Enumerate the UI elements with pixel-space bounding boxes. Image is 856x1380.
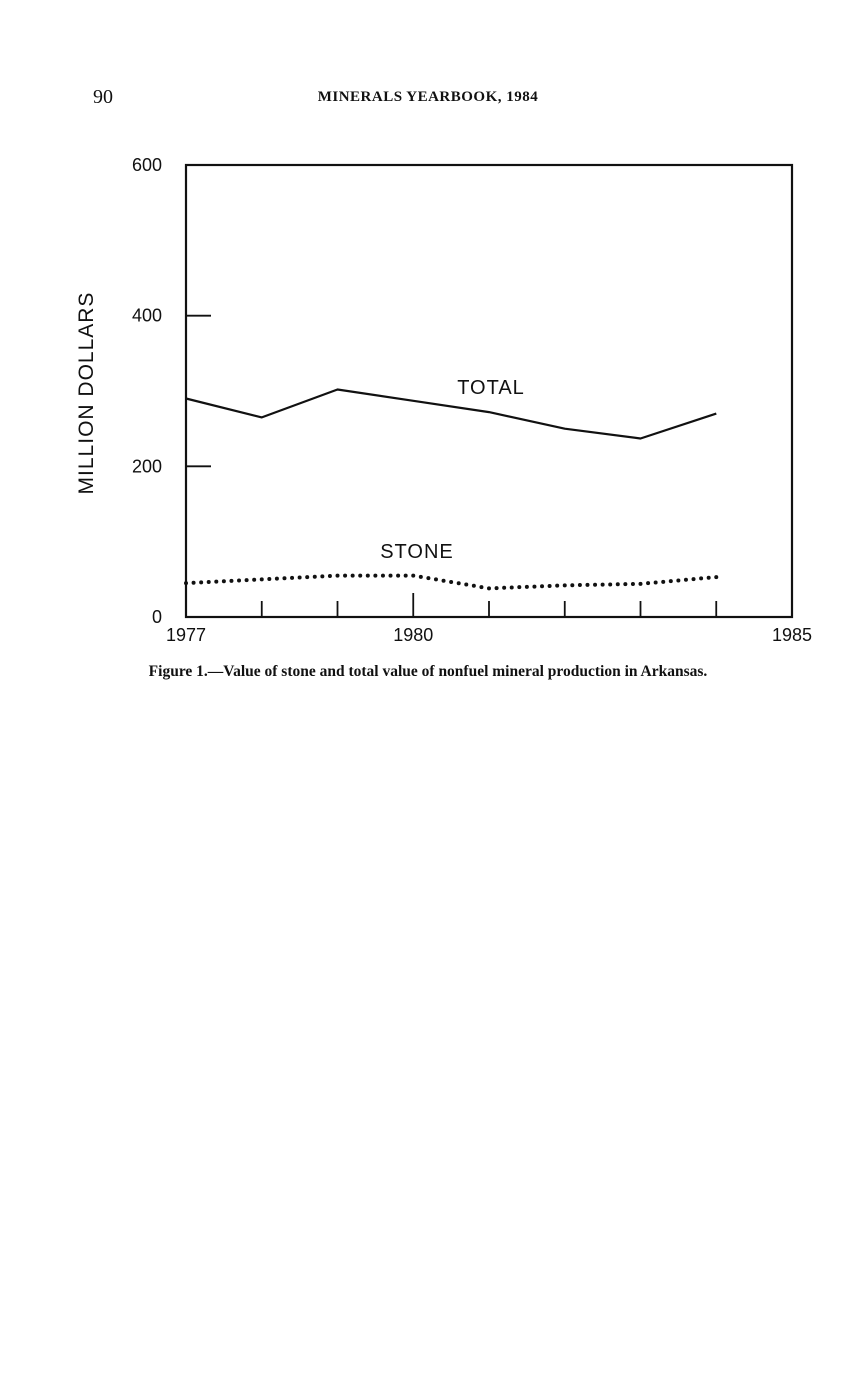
- stone-series-dot: [464, 583, 468, 587]
- stone-series-dot: [472, 584, 476, 588]
- running-head: MINERALS YEARBOOK, 1984: [317, 89, 539, 105]
- stone-series-dot: [229, 579, 233, 583]
- stone-series-dot: [676, 578, 680, 582]
- stone-series-dot: [351, 574, 355, 578]
- stone-series-dot: [214, 580, 218, 584]
- stone-series-dot: [654, 580, 658, 584]
- stone-series-dot: [532, 585, 536, 589]
- y-tick-label: 0: [151, 607, 162, 627]
- stone-series-dot: [623, 582, 627, 586]
- stone-series-dot: [434, 577, 438, 581]
- stone-series-dot: [669, 579, 673, 583]
- stone-series-dot: [222, 579, 226, 583]
- stone-series-dot: [373, 574, 377, 578]
- stone-series-dot: [252, 578, 256, 582]
- stone-series-dot: [404, 574, 408, 578]
- stone-series-dot: [260, 577, 264, 581]
- stone-series-dot: [517, 585, 521, 589]
- stone-series-dot: [305, 575, 309, 579]
- stone-series-dot: [245, 578, 249, 582]
- stone-series-dot: [616, 582, 620, 586]
- stone-series-dot: [192, 581, 196, 585]
- page-number: 90: [93, 86, 113, 108]
- stone-series-dot: [184, 581, 188, 585]
- stone-series-dot: [601, 583, 605, 587]
- stone-series-dot: [358, 574, 362, 578]
- x-tick-label: 1985: [771, 625, 813, 645]
- stone-series-dot: [714, 575, 718, 579]
- stone-series-dot: [381, 574, 385, 578]
- stone-series-dot: [290, 576, 294, 580]
- stone-series-dot: [298, 575, 302, 579]
- stone-series-dot: [555, 584, 559, 588]
- stone-series-dot: [479, 585, 483, 589]
- stone-series-dot: [411, 574, 415, 578]
- stone-series-dot: [540, 584, 544, 588]
- stone-series-dot: [328, 574, 332, 578]
- stone-series-dot: [661, 580, 665, 584]
- stone-series-dot: [457, 581, 461, 585]
- figure-caption: Figure 1.—Value of stone and total value of nonfuel mineral production in Arkansas.: [148, 663, 708, 680]
- stone-series-dot: [487, 586, 491, 590]
- stone-series-dot: [199, 580, 203, 584]
- stone-series-dot: [548, 584, 552, 588]
- y-tick-label: 200: [131, 456, 162, 477]
- x-tick-label: 1980: [393, 625, 434, 645]
- stone-series-dot: [495, 586, 499, 590]
- stone-series-dot: [313, 575, 317, 579]
- stone-series-label: STONE: [380, 541, 454, 563]
- stone-series-dot: [419, 575, 423, 579]
- stone-series-dot: [585, 583, 589, 587]
- stone-series-dot: [510, 585, 514, 589]
- stone-series-dot: [608, 582, 612, 586]
- stone-series-dot: [639, 582, 643, 586]
- stone-series-dot: [631, 582, 635, 586]
- total-series-label: TOTAL: [457, 377, 525, 399]
- stone-series-dot: [699, 576, 703, 580]
- stone-series-dot: [275, 577, 279, 581]
- chart: [0, 0, 856, 660]
- stone-series-dot: [578, 583, 582, 587]
- stone-series-dot: [707, 576, 711, 580]
- stone-series-dot: [282, 576, 286, 580]
- stone-series-dot: [336, 574, 340, 578]
- stone-series-dot: [563, 583, 567, 587]
- stone-series-dot: [396, 574, 400, 578]
- stone-series-dot: [207, 580, 211, 584]
- stone-series-dot: [502, 586, 506, 590]
- y-tick-label: 400: [131, 305, 162, 326]
- y-axis-label: MILLION DOLLARS: [75, 291, 98, 495]
- stone-series-dot: [570, 583, 574, 587]
- stone-series-dot: [442, 579, 446, 583]
- stone-series-dot: [343, 574, 347, 578]
- stone-series-dot: [646, 581, 650, 585]
- x-tick-label: 1977: [165, 625, 207, 645]
- stone-series-dot: [449, 580, 453, 584]
- stone-series-dot: [389, 574, 393, 578]
- stone-series-dot: [426, 576, 430, 580]
- stone-series-dot: [237, 578, 241, 582]
- total-series-line: [186, 390, 716, 439]
- stone-series-dot: [267, 577, 271, 581]
- stone-series-dot: [684, 578, 688, 582]
- stone-series-dot: [320, 574, 324, 578]
- stone-series-dot: [692, 577, 696, 581]
- stone-series-dot: [593, 583, 597, 587]
- y-tick-label: 600: [131, 155, 162, 175]
- stone-series-dot: [366, 574, 370, 578]
- stone-series-dot: [525, 585, 529, 589]
